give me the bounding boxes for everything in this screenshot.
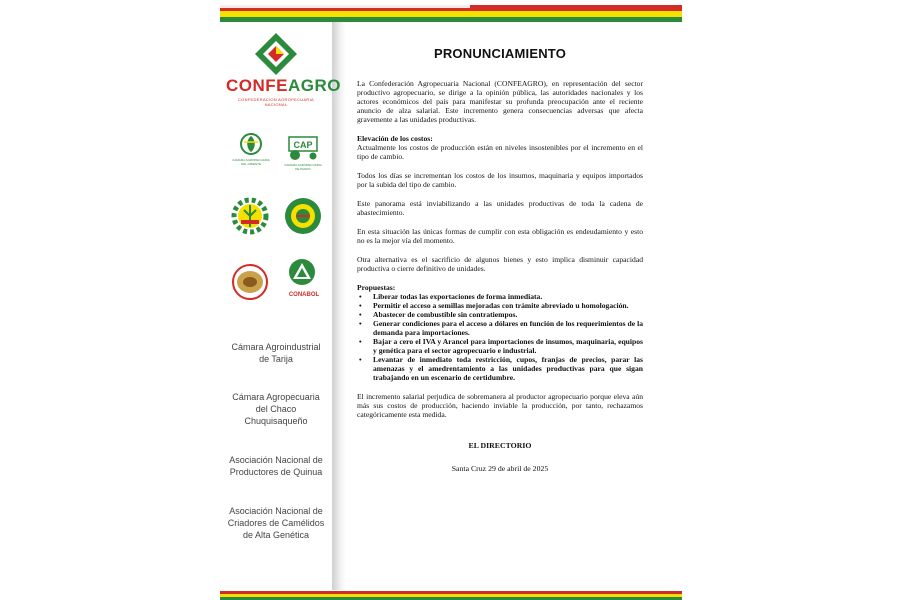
gear-wheat-logo [230, 196, 270, 236]
list-item: • Bajar a cero el IVA y Arancel para importaciones de insumos, maquinaria, equipos y genética para el sector agropecuario e industrial. [357, 337, 643, 355]
green-seal-logo [283, 196, 323, 236]
association-name: Cámara Agropecuaria del Chaco Chuquisaqueño [232, 392, 320, 426]
association-name: Cámara Agroindustrial de Tarija [231, 342, 321, 364]
date-line: Santa Cruz 29 de abril de 2025 [451, 464, 549, 473]
list-item: • Liberar todas las exportaciones de forma inmediata. [357, 292, 643, 301]
confeagro-logo [226, 32, 341, 107]
association-name: Asociación Nacional de Productores de Quinua [229, 455, 323, 477]
proposals-list [357, 292, 643, 382]
bean-seal-logo [228, 262, 272, 302]
confeagro-wordmark: CONFEAGRO [226, 76, 341, 95]
paragraph: Otra alternativa es el sacrificio de algunos bienes y esto implica disminuir capacidad productiva o cierre definitivo de unidades. [357, 255, 643, 273]
sidebar-shadow [332, 22, 346, 590]
cap-logo: CAP CAMARA AGROPECUARIA DE PANDO [283, 133, 323, 171]
list-item: • Permitir el acceso a semillas mejoradas con trámite abreviado u homologación. [357, 301, 643, 310]
flag-stripe-top [220, 5, 682, 22]
seal-icon [283, 196, 323, 236]
conabol-wordmark: CONABOL [288, 292, 320, 298]
camara-agropecuaria-logo: CAMARA AGROPECUARIA DEL ORIENTE [232, 132, 270, 166]
bean-icon [228, 262, 272, 302]
intro-paragraph: La Confederación Agropecuaria Nacional (CONFEAGRO), en representación del sector productivo agropecuario, se dirige a la opinión pública, las autoridades nacionales y los actores económicos del país para manifestar su profunda preocupación ante el reciente anuncio de alza salarial. Este incremento genera consecuencias adversas que afecta gravemente a las unidades productivas. [357, 79, 643, 124]
list-item: • Abastecer de combustible sin contratiempos. [357, 310, 643, 319]
list-item: • Generar condiciones para el acceso a dólares en función de los requerimientos de la demanda para importaciones. [357, 319, 643, 337]
section-heading: Elevación de los costos: [357, 134, 433, 143]
page-title: PRONUNCIAMIENTO [433, 46, 567, 61]
paragraph: Actualmente los costos de producción están en niveles insostenibles por el incremento en el tipo de cambio. [357, 143, 643, 161]
triangle-emblem-icon [284, 258, 320, 292]
gear-icon [230, 196, 270, 236]
leaf-circle-icon [232, 132, 270, 158]
paragraph: En esta situación las únicas formas de cumplir con esta obligación es endeudamiento y esto no es la mejor vía del momento. [357, 227, 643, 245]
paragraph: Todos los días se incrementan los costos de los insumos, maquinaria y equipos importados por la subida del tipo de cambio. [357, 171, 643, 189]
signature: EL DIRECTORIO [468, 441, 532, 450]
paragraph: Este panorama está inviabilizando a las unidades productivas de toda la cadena de abastecimiento. [357, 199, 643, 217]
confeagro-subtitle: CONFEDERACION AGROPECUARIA NACIONAL [237, 97, 315, 107]
association-name: Asociación Nacional de Criadores de Camélidos de Alta Genética [227, 506, 325, 540]
proposals-heading: Propuestas: [357, 283, 396, 292]
closing-paragraph: El incremento salarial perjudica de sobremanera al productor agropecuario porque eleva aún más sus costos de producción, haciendo inviable la producción, por tanto, rechazamos categóricamente esta medida. [357, 392, 643, 419]
list-item: • Levantar de inmediato toda restricción, cupos, franjas de precios, parar las amenazas y el amedrentamiento a las unidades productivas para que sigan trabajando en un escenario de certidumbre. [357, 355, 643, 382]
svg-text:CAP: CAP [293, 140, 313, 150]
confeagro-emblem-icon [254, 32, 298, 76]
conabol-logo [284, 258, 324, 298]
flag-stripe-bottom [220, 591, 682, 600]
tractor-icon [283, 133, 323, 163]
statement-body [357, 40, 643, 473]
